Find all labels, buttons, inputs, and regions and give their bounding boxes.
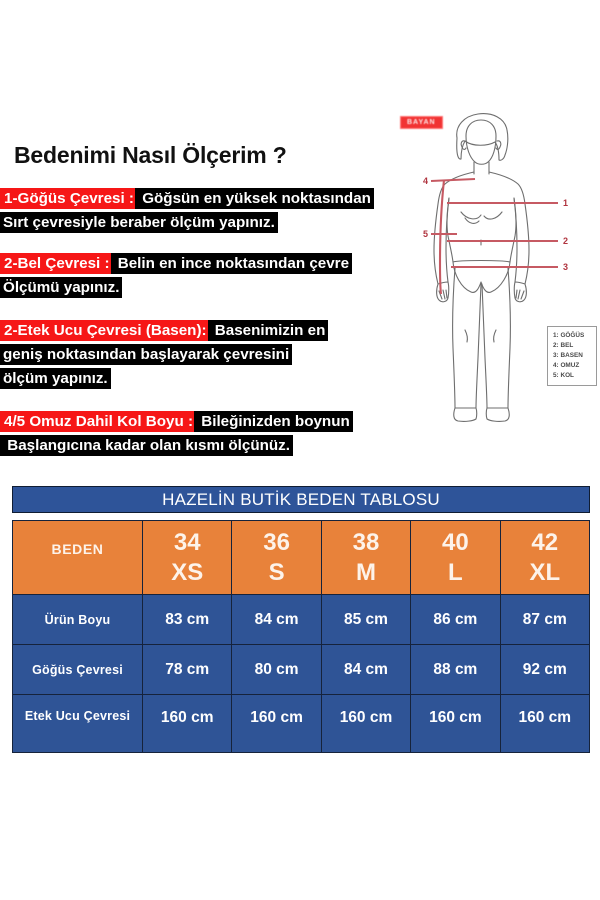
cell-gogus-cevresi-38: 84 cm (321, 645, 410, 695)
size-number-40: 40 (442, 528, 469, 556)
bayan-badge: BAYAN (400, 116, 443, 129)
instruction-sleeve-text: Bileğinizden boynun (194, 411, 353, 432)
size-alpha-40: L (448, 558, 463, 586)
size-alpha-36: S (268, 558, 285, 586)
cell-etek-ucu-34: 160 cm (143, 695, 232, 753)
size-number-36: 36 (263, 528, 290, 556)
instruction-sleeve (0, 411, 415, 457)
table-row (13, 695, 590, 753)
instruction-sleeve-label: 4/5 Omuz Dahil Kol Boyu : (0, 411, 194, 432)
header-size-36 (232, 521, 321, 595)
body-measurement-diagram (395, 108, 600, 430)
cell-gogus-cevresi-34: 78 cm (143, 645, 232, 695)
legend-item-2: 2: BEL (553, 342, 574, 349)
table-row (13, 645, 590, 695)
header-size-34 (143, 521, 232, 595)
instruction-hip (0, 320, 415, 390)
header-beden: BEDEN (13, 521, 143, 595)
marker-2: 2 (563, 236, 569, 246)
marker-4: 4 (423, 176, 429, 186)
cell-gogus-cevresi-36: 80 cm (232, 645, 321, 695)
legend-item-1: 1: GÖĞÜS (553, 332, 585, 339)
size-number-42: 42 (531, 528, 559, 556)
instruction-bust-label: 1-Göğüs Çevresi : (0, 188, 135, 209)
instruction-waist (0, 253, 415, 299)
instruction-waist-text: Belin en ince noktasından çevre (111, 253, 353, 274)
instruction-waist-label: 2-Bel Çevresi : (0, 253, 111, 274)
size-chart-table (12, 520, 590, 753)
cell-urun-boyu-42: 87 cm (500, 595, 589, 645)
cell-gogus-cevresi-42: 92 cm (500, 645, 589, 695)
header-size-42 (500, 521, 589, 595)
size-number-38: 38 (352, 528, 380, 556)
marker-3: 3 (563, 262, 569, 272)
instruction-bust-text-2: Sırt çevresiyle beraber ölçüm yapınız. (0, 212, 278, 233)
table-header-row (13, 521, 590, 595)
legend-item-4: 4: OMUZ (553, 362, 580, 369)
measurement-instructions (0, 140, 415, 457)
cell-etek-ucu-38: 160 cm (321, 695, 410, 753)
cell-etek-ucu-40: 160 cm (411, 695, 500, 753)
instruction-waist-text-2: Ölçümü yapınız. (0, 277, 122, 298)
cell-urun-boyu-40: 86 cm (411, 595, 500, 645)
instruction-hip-text-3: ölçüm yapınız. (0, 368, 111, 389)
legend-item-3: 3: BASEN (553, 352, 583, 359)
row-label-etek-ucu-cevresi: Etek Ucu Çevresi (13, 695, 143, 753)
size-alpha-42: XL (529, 558, 561, 586)
row-label-urun-boyu: Ürün Boyu (13, 595, 143, 645)
cell-urun-boyu-36: 84 cm (232, 595, 321, 645)
instruction-bust (0, 188, 415, 234)
size-chart-title: HAZELİN BUTİK BEDEN TABLOSU (12, 486, 590, 513)
marker-5: 5 (423, 229, 429, 239)
page-title: Bedenimi Nasıl Ölçerim ? (14, 142, 287, 168)
header-size-38 (321, 521, 410, 595)
table-row (13, 595, 590, 645)
instruction-bust-text: Göğsün en yüksek noktasından (135, 188, 374, 209)
marker-1: 1 (563, 198, 569, 208)
cell-etek-ucu-42: 160 cm (500, 695, 589, 753)
legend-item-5: 5: KOL (553, 372, 574, 379)
row-label-gogus-cevresi: Göğüs Çevresi (13, 645, 143, 695)
cell-etek-ucu-36: 160 cm (232, 695, 321, 753)
cell-urun-boyu-34: 83 cm (143, 595, 232, 645)
instruction-hip-text-2: geniş noktasından başlayarak çevresini (0, 344, 292, 365)
measure-line-arm-length (440, 180, 444, 294)
size-number-34: 34 (173, 528, 201, 556)
header-size-40 (411, 521, 500, 595)
instruction-hip-text: Basenimizin en (208, 320, 329, 341)
size-alpha-34: XS (171, 558, 204, 586)
size-chart (12, 486, 590, 753)
cell-urun-boyu-38: 85 cm (321, 595, 410, 645)
cell-gogus-cevresi-40: 88 cm (411, 645, 500, 695)
size-alpha-38: M (355, 558, 376, 586)
instruction-sleeve-text-2: Başlangıcına kadar olan kısmı ölçünüz. (0, 435, 293, 456)
instruction-hip-label: 2-Etek Ucu Çevresi (Basen): (0, 320, 208, 341)
diagram-legend (547, 326, 597, 386)
measure-line-shoulder (431, 179, 475, 181)
